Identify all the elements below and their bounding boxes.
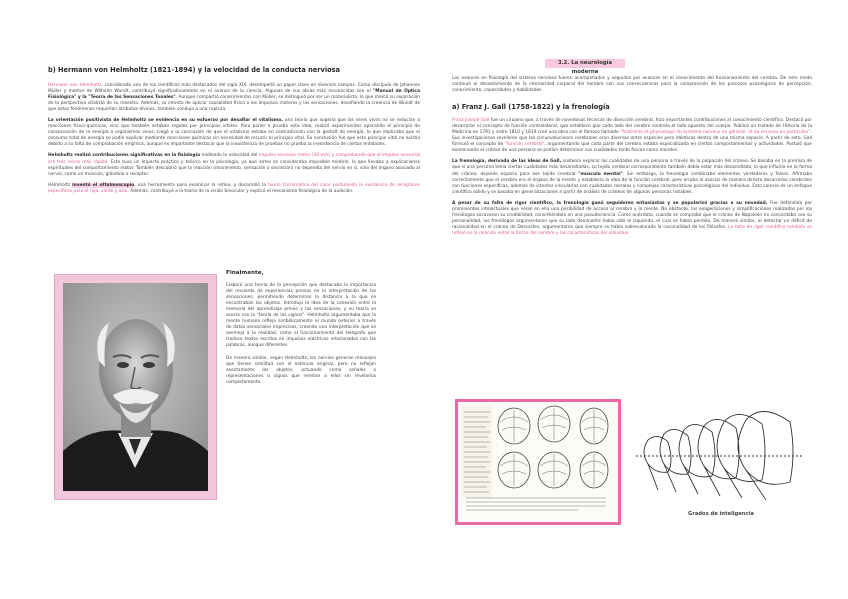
helmholtz-name: Hermann von Helmholtz: [48, 83, 102, 88]
final-paragraph-1: Elaboró una teoría de la percepción que destacaba la importancia del recuerdo de experiencias previas en la interpretación de las sensaciones, permitiendo determinar la distancia a la que se encontraban los objetos. Introdujo la idea de la conexión entre la memoria del aprendizaje previo y las sensaciones, y su teoría se asocia con la "teoría de los signos". Helmholtz argumentaba que la mente humana refleja simbólicamente el mundo exterior a través de datos sensoriales imprecisos, creando una interpretación que se asemeja a la realidad, como el funcionamiento del telégrafo que traduce textos escritos en impulsos eléctricos relacionados con las palabras, aunque diferentes.: [226, 283, 376, 349]
gall-paragraph: Franz Joseph Gall fue un cirujano que, a través de novedosas técnicas de disección cerebral, hizo importantes contribuciones al conocimiento científico. Destacó por desarrollar el concepto de función contralateral, que establece que cada lado del cerebro controla el lado opuesto del cuerpo. Publicó un tratado de Historia de la Medicina en 1791 y entre 1810 y 1819 creó una obra con el famoso llamado "Anatomía et physiologie du système nerveux en général, et du cerveau en particulier". Sus investigaciones revelaron que las circunvoluciones cerebrales eran diversas entre especies pero idénticas dentro de una misma especie. A partir de esto, Gall formuló el concepto de "función cerebral", argumentando que cada parte del cerebro estaba especializada en ciertos comportamientos y actividades. Postuló que examinando el cráneo de una persona se podían determinar sus cualidades tanto físicas como morales.: [452, 118, 813, 154]
left-column: [48, 66, 420, 195]
nerve-impulse-highlight: impulso nervioso motor (30 m/s) y comprobando que el impulso sensorial era tres veces más rápido: [48, 153, 420, 165]
helmholtz-works: "Manual de Óptica Fisiológica" y la "Teoría de las Sensaciones Tonales": [48, 89, 420, 101]
trichromatic-theory: teoría tricromática del color postulando la existencia de receptores específicos para el rojo, verde y azul: [48, 182, 420, 194]
helmholtz-intro-paragraph: Hermann von Helmholtz, considerado uno de los científicos más destacados del siglo XIX, desempeñó un papel clave en diversos campos. Como discípulo de Johannes Müller y mentor de Wilhelm Wundt, contribuyó significativamente en el avance de la ciencia. Algunas de sus obras más reconocidas son el "Manual de Óptica Fisiológica" y la "Teoría de las Sensaciones Tonales". Aunque compartió conocimientos con Müller, se distinguió por ser un materialista, lo que marcó su separación de la perspectiva vitalista de su maestro. Además, su intento de aplicar causalidad física a los impulsos motores y las sensaciones, desafiando la creencia de Wundt de que estos fenómenos requerían atributos divinos, también condujo a una ruptura.: [48, 83, 421, 113]
positivism-paragraph: La orientación positivista de Helmholtz se evidencia en su esfuerzo por desafiar el vitalismo, una teoría que sugería que los seres vivos no se reducían a reacciones físico-químicas, sino que también estaban regidos por principios vitales. Para poner a prueba esta idea, realizó experimentos aplicando el principio de conservación de la energía a organismos vivos. Llegó a la conclusión de que el vitalismo estaba en contradicción con la gestalt de energía, lo que implicaba que el consumo total de energía se podía explicar mediante reacciones químicas sin necesidad de recurrir al principio vital. Su conclusión fue que este principio vital no existía debido a su falta de comprobación empírica, aunque es importante destacar que la inexistencia de pruebas no prueba la inexistencia de ciertas entidades.: [48, 118, 420, 148]
right-column: [452, 76, 812, 237]
phrenology-paragraph: La frenología, derivada de las ideas de Gall, sostenía explicar las cualidades de una persona a través de la palpación del cráneo. Se basaba en la premisa de que si una persona tenía ciertas cualidades más desarrolladas, su tejido cerebral correspondiente también debía estar más desarrollado, lo que influiría en la forma del cráneo, dejando espacio para ese tejido cerebral "músculo mental". Sin embargo, la frenología combinaba elementos verdaderos y falsos. Afirmaba correctamente que el cerebro era el órgano de la mente y establecía la idea de la función cerebral, pero erraba al asociar de manera directa desarrollos cerebrales con funciones específicas, además de intentar vincularlas con cualidades morales y complejas características psicológicas del individuo. Esto carecía de un enfoque científico sólido y se basaba en generalizaciones a partir de análisis de cráneos de algunas personas notables.: [452, 159, 812, 195]
section-tag: 3.2. La neurología moderna: [545, 59, 625, 68]
neurology-intro: Los avances en fisiología del sistema nervioso fueron acompañados y seguidos por avances en el conocimiento del funcionamiento del cerebro. De este modo continuó el desvelamiento de la interioridad corporal del hombre con sus consecuencias para la comprensión de los procesos psicológicos de percepción, conocimiento, capacidades y habilidades.: [452, 76, 812, 94]
helmholtz-heading: b) Hermann von Helmholtz (1821-1894) y la velocidad de la conducta nerviosa: [48, 66, 340, 74]
phrenology-heads-illustration: [458, 402, 612, 516]
gall-name: Franz Joseph Gall: [452, 118, 490, 124]
physiology-paragraph: Helmholtz realizó contribuciones significativas en la fisiología midiendo la velocidad del impulso nervioso motor (30 m/s) y comprobando que el impulso sensorial era tres veces más rápido. Este tuvo un impacto práctico y teórico en la psicología, ya que antes se consideraba imposible medirlo, lo que llevaba a explicaciones espirituales del comportamiento motor. También descubrió que la reacción (movimiento, sensación o secreción) no dependía del nervio en sí, sino del órgano asociado al nervio, como un músculo, glándula o receptor.: [48, 153, 420, 177]
final-title: Finalmente,: [226, 270, 264, 276]
phrenology-chart-image: [455, 399, 621, 525]
final-paragraph-2: De manera similar, según Helmholtz, los nervios generan mensajes que tienen similitud con el estímulo original, pero no reflejan exactamente los objetos, actuando como señales o representaciones o signos que remiten a ellos sin revelarlos completamente.: [226, 355, 376, 385]
final-section: [226, 270, 376, 386]
helmholtz-portrait: [63, 283, 208, 491]
helmholtz-photo-frame: [54, 274, 217, 500]
profile-skulls-drawing: [628, 402, 808, 512]
caption-lines: [466, 498, 606, 510]
ophthalmoscope-highlight: inventó el oftalmoscopio: [72, 182, 135, 188]
grados-label: Grados de inteligencia: [688, 511, 754, 517]
phrenology-popularity-paragraph: A pesar de su falta de rigor científico, la frenología ganó seguidores entusiastas y se popularizó gracias a su novedad. Fue defendida por prominentes intelectuales que veían en ella una posibilidad de acceso al cerebro y la mente. No obstante, las exageraciones y simplificaciones realizadas por los frenólogos socavaron su credibilidad, convirtiéndola en una pseudociencia. Como anécdota, cuando se comprobó que el cráneo de Napoleón no concordaba con su personalidad, los frenólogos argumentaron que su lado dominante había sido el izquierdo, el cual se había perdido. De manera similar, al detectar un déficit de racionalidad en el cráneo de Descartes, argumentaron que siempre se había sobrevalorado la racionalidad de los filósofos. La falta de rigor científico también se reflejó en la relación entre la forma del cerebro y las características del individuo.: [452, 200, 813, 236]
legend-text-block: [462, 406, 492, 498]
ophthalmoscope-paragraph: Helmholtz inventó el oftalmoscopio, una herramienta para examinar la retina, y desarrolló la teoría tricromática del color postulando la existencia de receptores específicos para el rojo, verde y azul. Además, contribuyó a la teoría de la visión binocular y explicó el mecanismo fisiológico de la audición.: [48, 182, 420, 194]
gall-heading: a) Franz J. Gall (1758-1822) y la frenología: [452, 103, 610, 112]
grados-inteligencia-illustration: [628, 402, 808, 522]
